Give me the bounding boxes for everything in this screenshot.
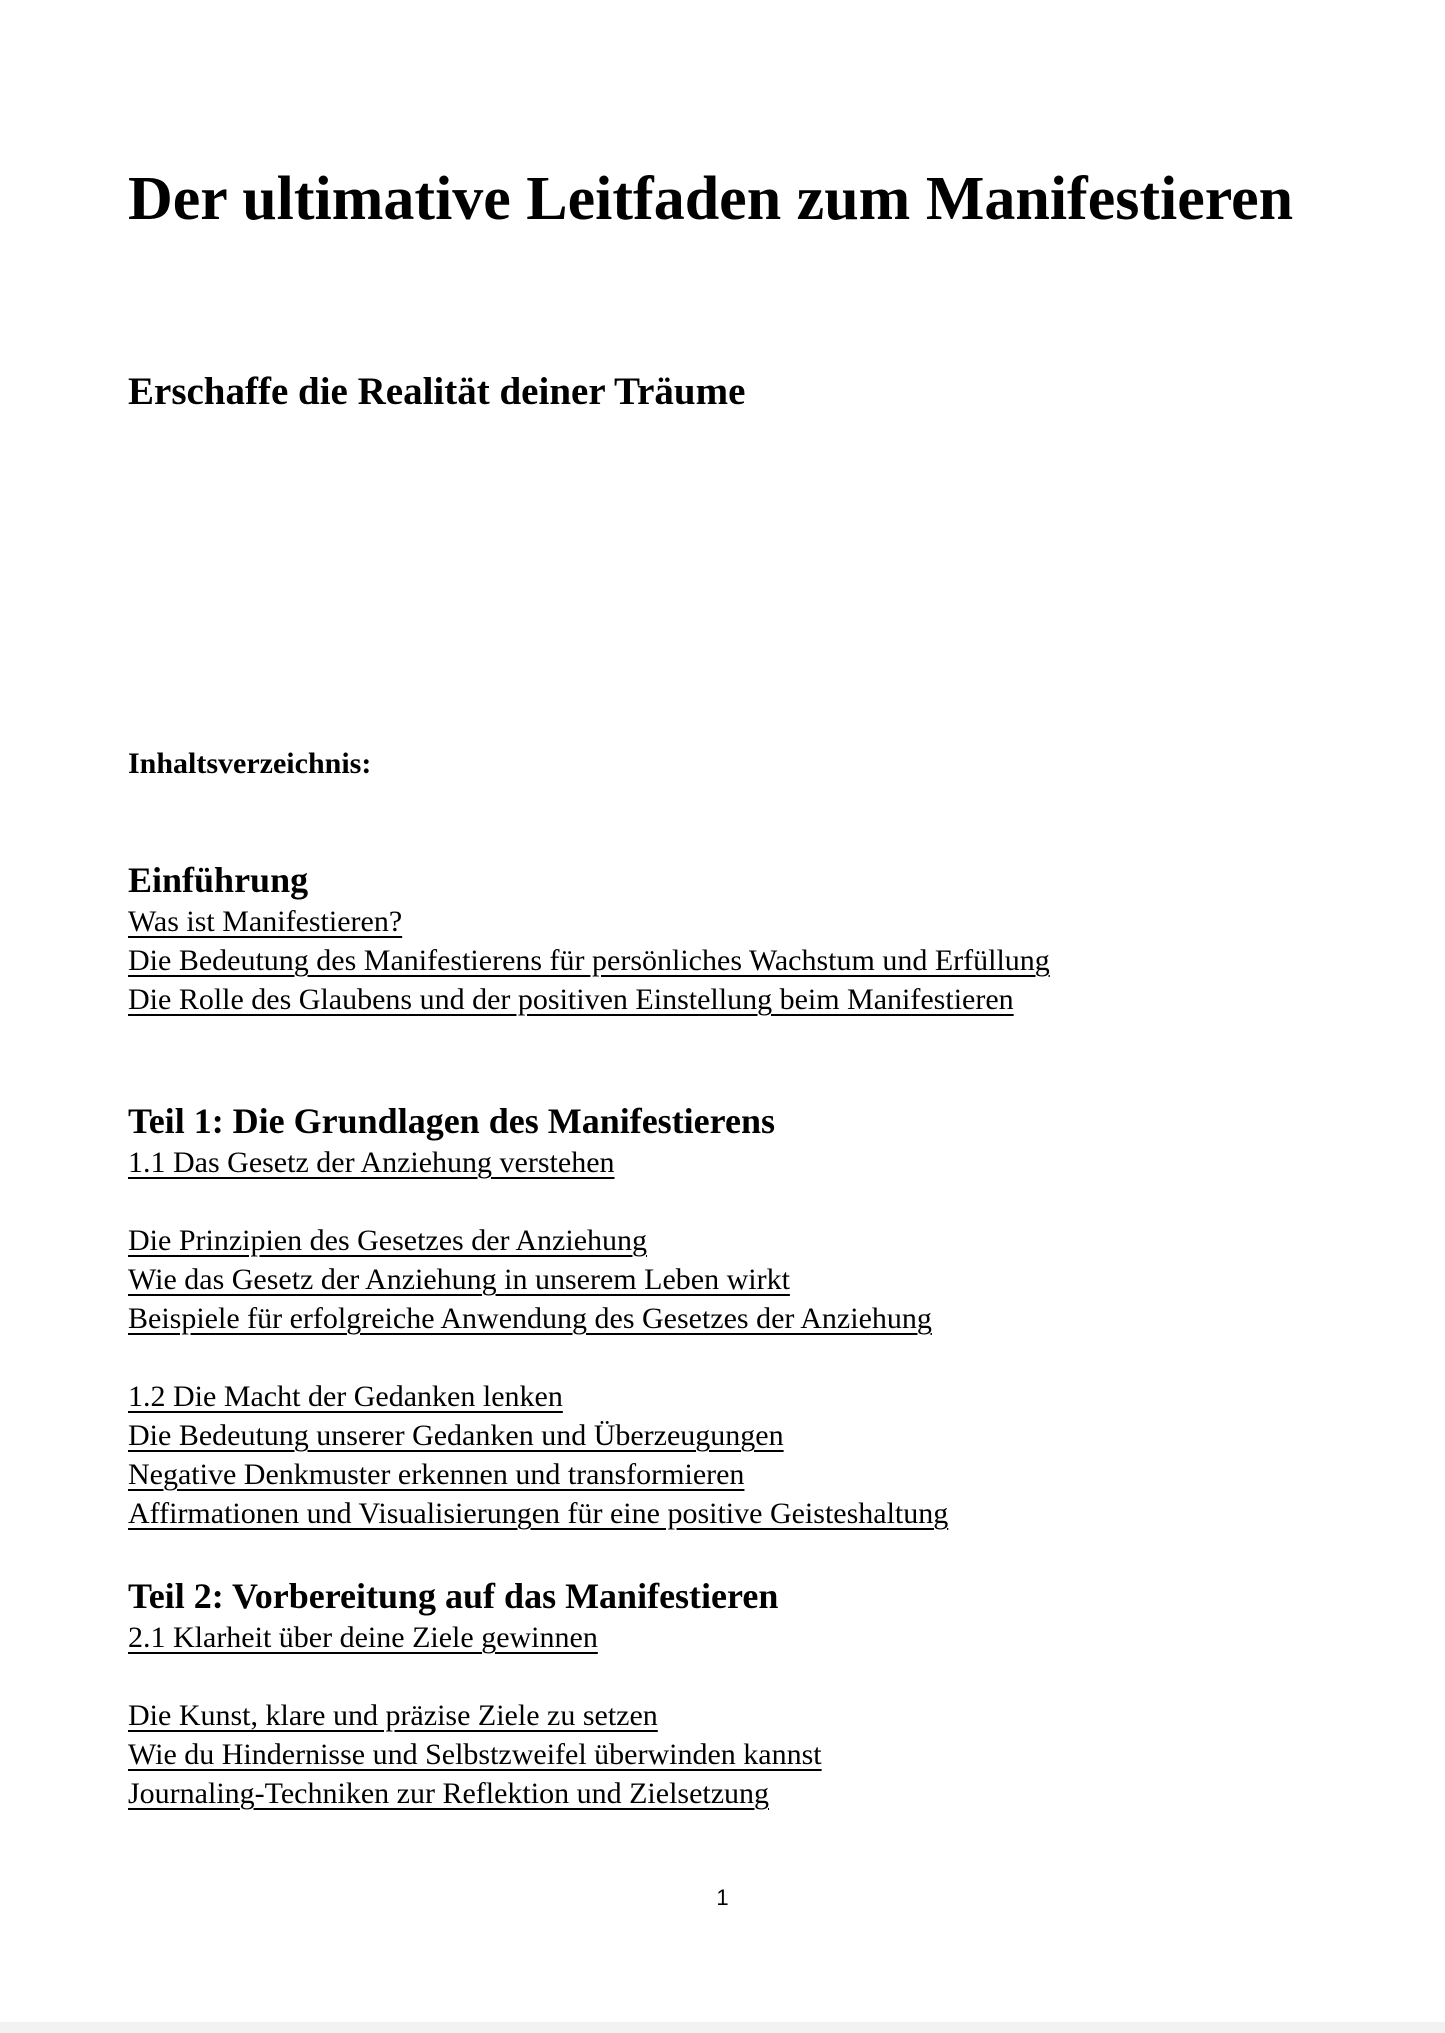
page-number: 1: [716, 1885, 729, 1910]
toc-section-part2: [128, 1574, 1328, 1813]
toc-section-intro: [128, 858, 1328, 1019]
toc-link[interactable]: Wie das Gesetz der Anziehung in unserem Leben wirkt: [128, 1263, 790, 1296]
toc-link[interactable]: Journaling-Techniken zur Reflektion und Zielsetzung: [128, 1777, 770, 1810]
toc-subsection-link[interactable]: 1.2 Die Macht der Gedanken lenken: [128, 1380, 563, 1413]
toc-section-part1: [128, 1099, 1328, 1533]
toc-link[interactable]: Die Prinzipien des Gesetzes der Anziehung: [128, 1224, 648, 1257]
toc-link[interactable]: Negative Denkmuster erkennen und transformieren: [128, 1458, 745, 1491]
toc-link[interactable]: Die Rolle des Glaubens und der positiven Einstellung beim Manifestieren: [128, 983, 1014, 1016]
toc-section-title: Teil 1: Die Grundlagen des Manifestierens: [128, 1101, 775, 1141]
toc-link[interactable]: Was ist Manifestieren?: [128, 905, 403, 938]
page-bottom-edge: [0, 2022, 1445, 2033]
toc-link[interactable]: Beispiele für erfolgreiche Anwendung des Gesetzes der Anziehung: [128, 1302, 932, 1335]
toc-subsection-link[interactable]: 1.1 Das Gesetz der Anziehung verstehen: [128, 1146, 615, 1179]
toc-link[interactable]: Die Bedeutung des Manifestierens für persönliches Wachstum und Erfüllung: [128, 944, 1050, 977]
toc-link[interactable]: Die Kunst, klare und präzise Ziele zu setzen: [128, 1699, 658, 1732]
toc-subsection-link[interactable]: 2.1 Klarheit über deine Ziele gewinnen: [128, 1621, 598, 1654]
toc-link[interactable]: Wie du Hindernisse und Selbstzweifel überwinden kannst: [128, 1738, 822, 1771]
toc-heading: Inhaltsverzeichnis:: [128, 747, 372, 780]
toc-section-title: Einführung: [128, 860, 309, 900]
document-subtitle: Erschaffe die Realität deiner Träume: [128, 370, 746, 413]
toc-section-title: Teil 2: Vorbereitung auf das Manifestieren: [128, 1576, 779, 1616]
document-title: Der ultimative Leitfaden zum Manifestieren: [128, 165, 1294, 233]
toc-link[interactable]: Affirmationen und Visualisierungen für eine positive Geisteshaltung: [128, 1497, 949, 1530]
toc-link[interactable]: Die Bedeutung unserer Gedanken und Überzeugungen: [128, 1419, 784, 1452]
